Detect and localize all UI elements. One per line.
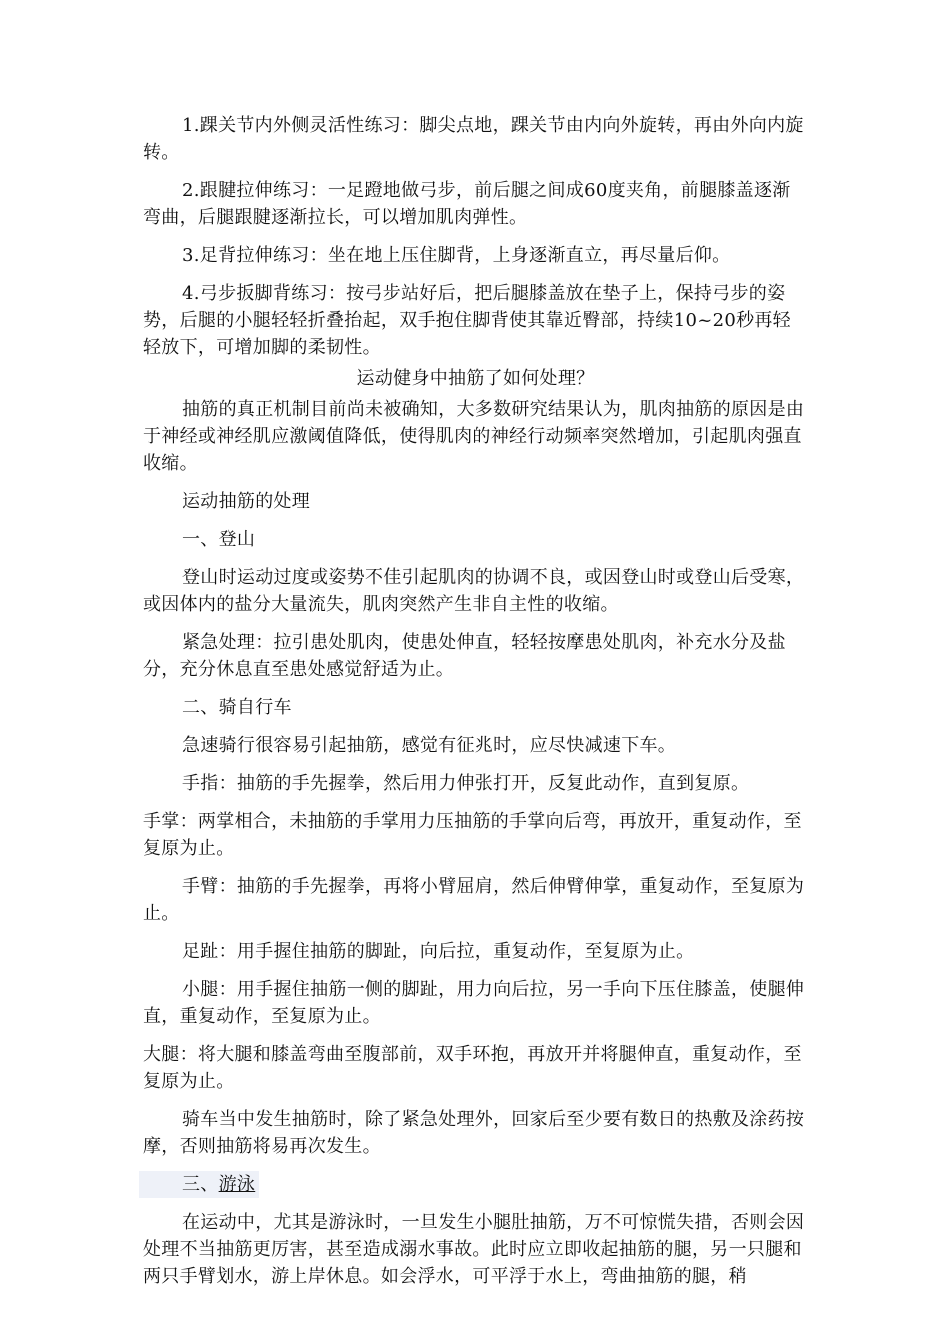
exercise-1: 1.踝关节内外侧灵活性练习：脚尖点地，踝关节由内向外旋转，再由外向内旋转。 bbox=[143, 115, 804, 163]
swimming-heading-word[interactable]: 游泳 bbox=[218, 1174, 256, 1195]
cycling-toes: 足趾：用手握住抽筋的脚趾，向后拉，重复动作，至复原为止。 bbox=[182, 941, 695, 962]
climbing-cause: 登山时运动过度或姿势不佳引起肌肉的协调不良，或因登山时或登山后受寒，或因体内的盐分大量流失，肌肉突然产生非自主性的收缩。 bbox=[143, 567, 805, 615]
climbing-treatment: 紧急处理：拉引患处肌肉，使患处伸直，轻轻按摩患处肌肉，补充水分及盐分，充分休息直至患处感觉舒适为止。 bbox=[143, 632, 786, 680]
intro-paragraph: 抽筋的真正机制目前尚未被确知，大多数研究结果认为，肌肉抽筋的原因是由于神经或神经肌应激阈值降低，使得肌肉的神经行动频率突然增加，引起肌肉强直收缩。 bbox=[143, 399, 805, 474]
swimming-heading bbox=[143, 1171, 808, 1198]
climbing-heading: 一、登山 bbox=[182, 529, 256, 550]
cycling-palm: 手掌：两掌相合，未抽筋的手掌用力压抽筋的手掌向后弯，再放开，重复动作，至复原为止。 bbox=[143, 811, 802, 859]
document-body bbox=[143, 112, 808, 1301]
exercise-2: 2.跟腱拉伸练习：一足蹬地做弓步，前后腿之间成60度夹角，前腿膝盖逐渐弯曲，后腿跟腱逐渐拉长，可以增加肌肉弹性。 bbox=[143, 180, 791, 228]
subheading: 运动抽筋的处理 bbox=[182, 491, 311, 512]
swimming-heading-prefix: 三、 bbox=[182, 1174, 219, 1195]
cycling-arm: 手臂：抽筋的手先握拳，再将小臂屈肩，然后伸臂伸掌，重复动作，至复原为止。 bbox=[143, 876, 805, 924]
exercise-4: 4.弓步扳脚背练习：按弓步站好后，把后腿膝盖放在垫子上，保持弓步的姿势，后腿的小腿轻轻折叠抬起，双手抱住脚背使其靠近臀部，持续10~20秒再轻轻放下，可增加脚的柔韧性。 bbox=[143, 283, 791, 358]
cycling-calf: 小腿：用手握住抽筋一侧的脚趾，用力向后拉，另一手向下压住膝盖，使腿伸直，重复动作，至复原为止。 bbox=[143, 979, 805, 1027]
swimming-text: 在运动中，尤其是游泳时，一旦发生小腿肚抽筋，万不可惊慌失措，否则会因处理不当抽筋更厉害，甚至造成溺水事故。此时应立即收起抽筋的腿，另一只腿和两只手臂划水，游上岸休息。如会浮水，可平浮于水上，弯曲抽筋的腿，稍 bbox=[143, 1212, 805, 1287]
cycling-thigh: 大腿：将大腿和膝盖弯曲至腹部前，双手环抱，再放开并将腿伸直，重复动作，至复原为止。 bbox=[143, 1044, 802, 1092]
cycling-heading: 二、骑自行车 bbox=[182, 697, 292, 718]
cycling-note: 骑车当中发生抽筋时，除了紧急处理外，回家后至少要有数日的热敷及涂药按摩，否则抽筋将易再次发生。 bbox=[143, 1109, 805, 1157]
section-title: 运动健身中抽筋了如何处理？ bbox=[356, 368, 595, 389]
exercise-3: 3.足背拉伸练习：坐在地上压住脚背，上身逐渐直立，再尽量后仰。 bbox=[182, 245, 731, 266]
cycling-fingers: 手指：抽筋的手先握拳，然后用力伸张打开，反复此动作，直到复原。 bbox=[182, 773, 750, 794]
cycling-intro: 急速骑行很容易引起抽筋，感觉有征兆时，应尽快减速下车。 bbox=[182, 735, 677, 756]
